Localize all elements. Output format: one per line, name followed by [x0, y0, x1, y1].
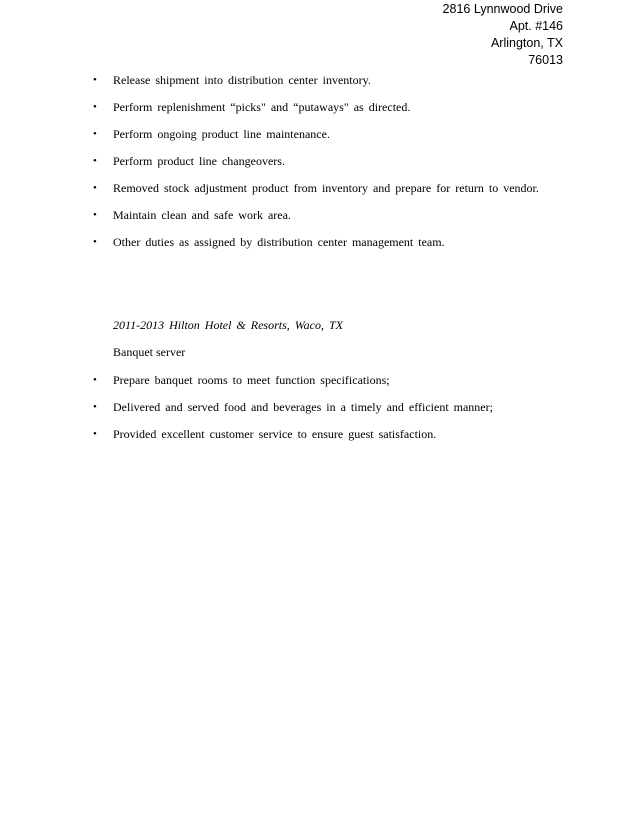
duty-text: Delivered and served food and beverages in a timely and efficient manner; [113, 400, 493, 414]
job-duties-list [90, 372, 493, 453]
job-heading: 2011-2013 Hilton Hotel & Resorts, Waco, TX [113, 318, 343, 332]
list-item [90, 99, 539, 126]
bullet-icon: • [93, 401, 97, 413]
list-item [90, 72, 539, 99]
list-item [90, 126, 539, 153]
duty-text: Other duties as assigned by distribution center management team. [113, 235, 445, 249]
duty-text: Perform ongoing product line maintenance. [113, 127, 330, 141]
list-item [90, 207, 539, 234]
bullet-icon: • [93, 428, 97, 440]
address-city-state: Arlington, TX [490, 36, 563, 50]
bullet-icon: • [93, 128, 97, 140]
bullet-icon: • [93, 74, 97, 86]
list-item [90, 426, 493, 453]
duties-list [90, 72, 539, 261]
bullet-icon: • [93, 155, 97, 167]
address-apartment: Apt. #146 [509, 19, 563, 33]
duty-text: Perform product line changeovers. [113, 154, 285, 168]
list-item [90, 153, 539, 180]
bullet-icon: • [93, 209, 97, 221]
bullet-icon: • [93, 374, 97, 386]
list-item [90, 372, 493, 399]
bullet-icon: • [93, 236, 97, 248]
address-block [443, 1, 563, 69]
address-street: 2816 Lynnwood Drive [442, 2, 563, 16]
address-zip: 76013 [528, 53, 563, 67]
duty-text: Removed stock adjustment product from inventory and prepare for return to vendor. [113, 181, 539, 195]
list-item [90, 234, 539, 261]
duty-text: Perform replenishment “picks" and “putaways" as directed. [113, 100, 411, 114]
bullet-icon: • [93, 101, 97, 113]
duty-text: Prepare banquet rooms to meet function specifications; [113, 373, 390, 387]
list-item [90, 399, 493, 426]
duty-text: Provided excellent customer service to ensure guest satisfaction. [113, 427, 437, 441]
duty-text: Maintain clean and safe work area. [113, 208, 291, 222]
duty-text: Release shipment into distribution center inventory. [113, 73, 371, 87]
list-item [90, 180, 539, 207]
bullet-icon: • [93, 182, 97, 194]
job-role: Banquet server [113, 345, 186, 359]
